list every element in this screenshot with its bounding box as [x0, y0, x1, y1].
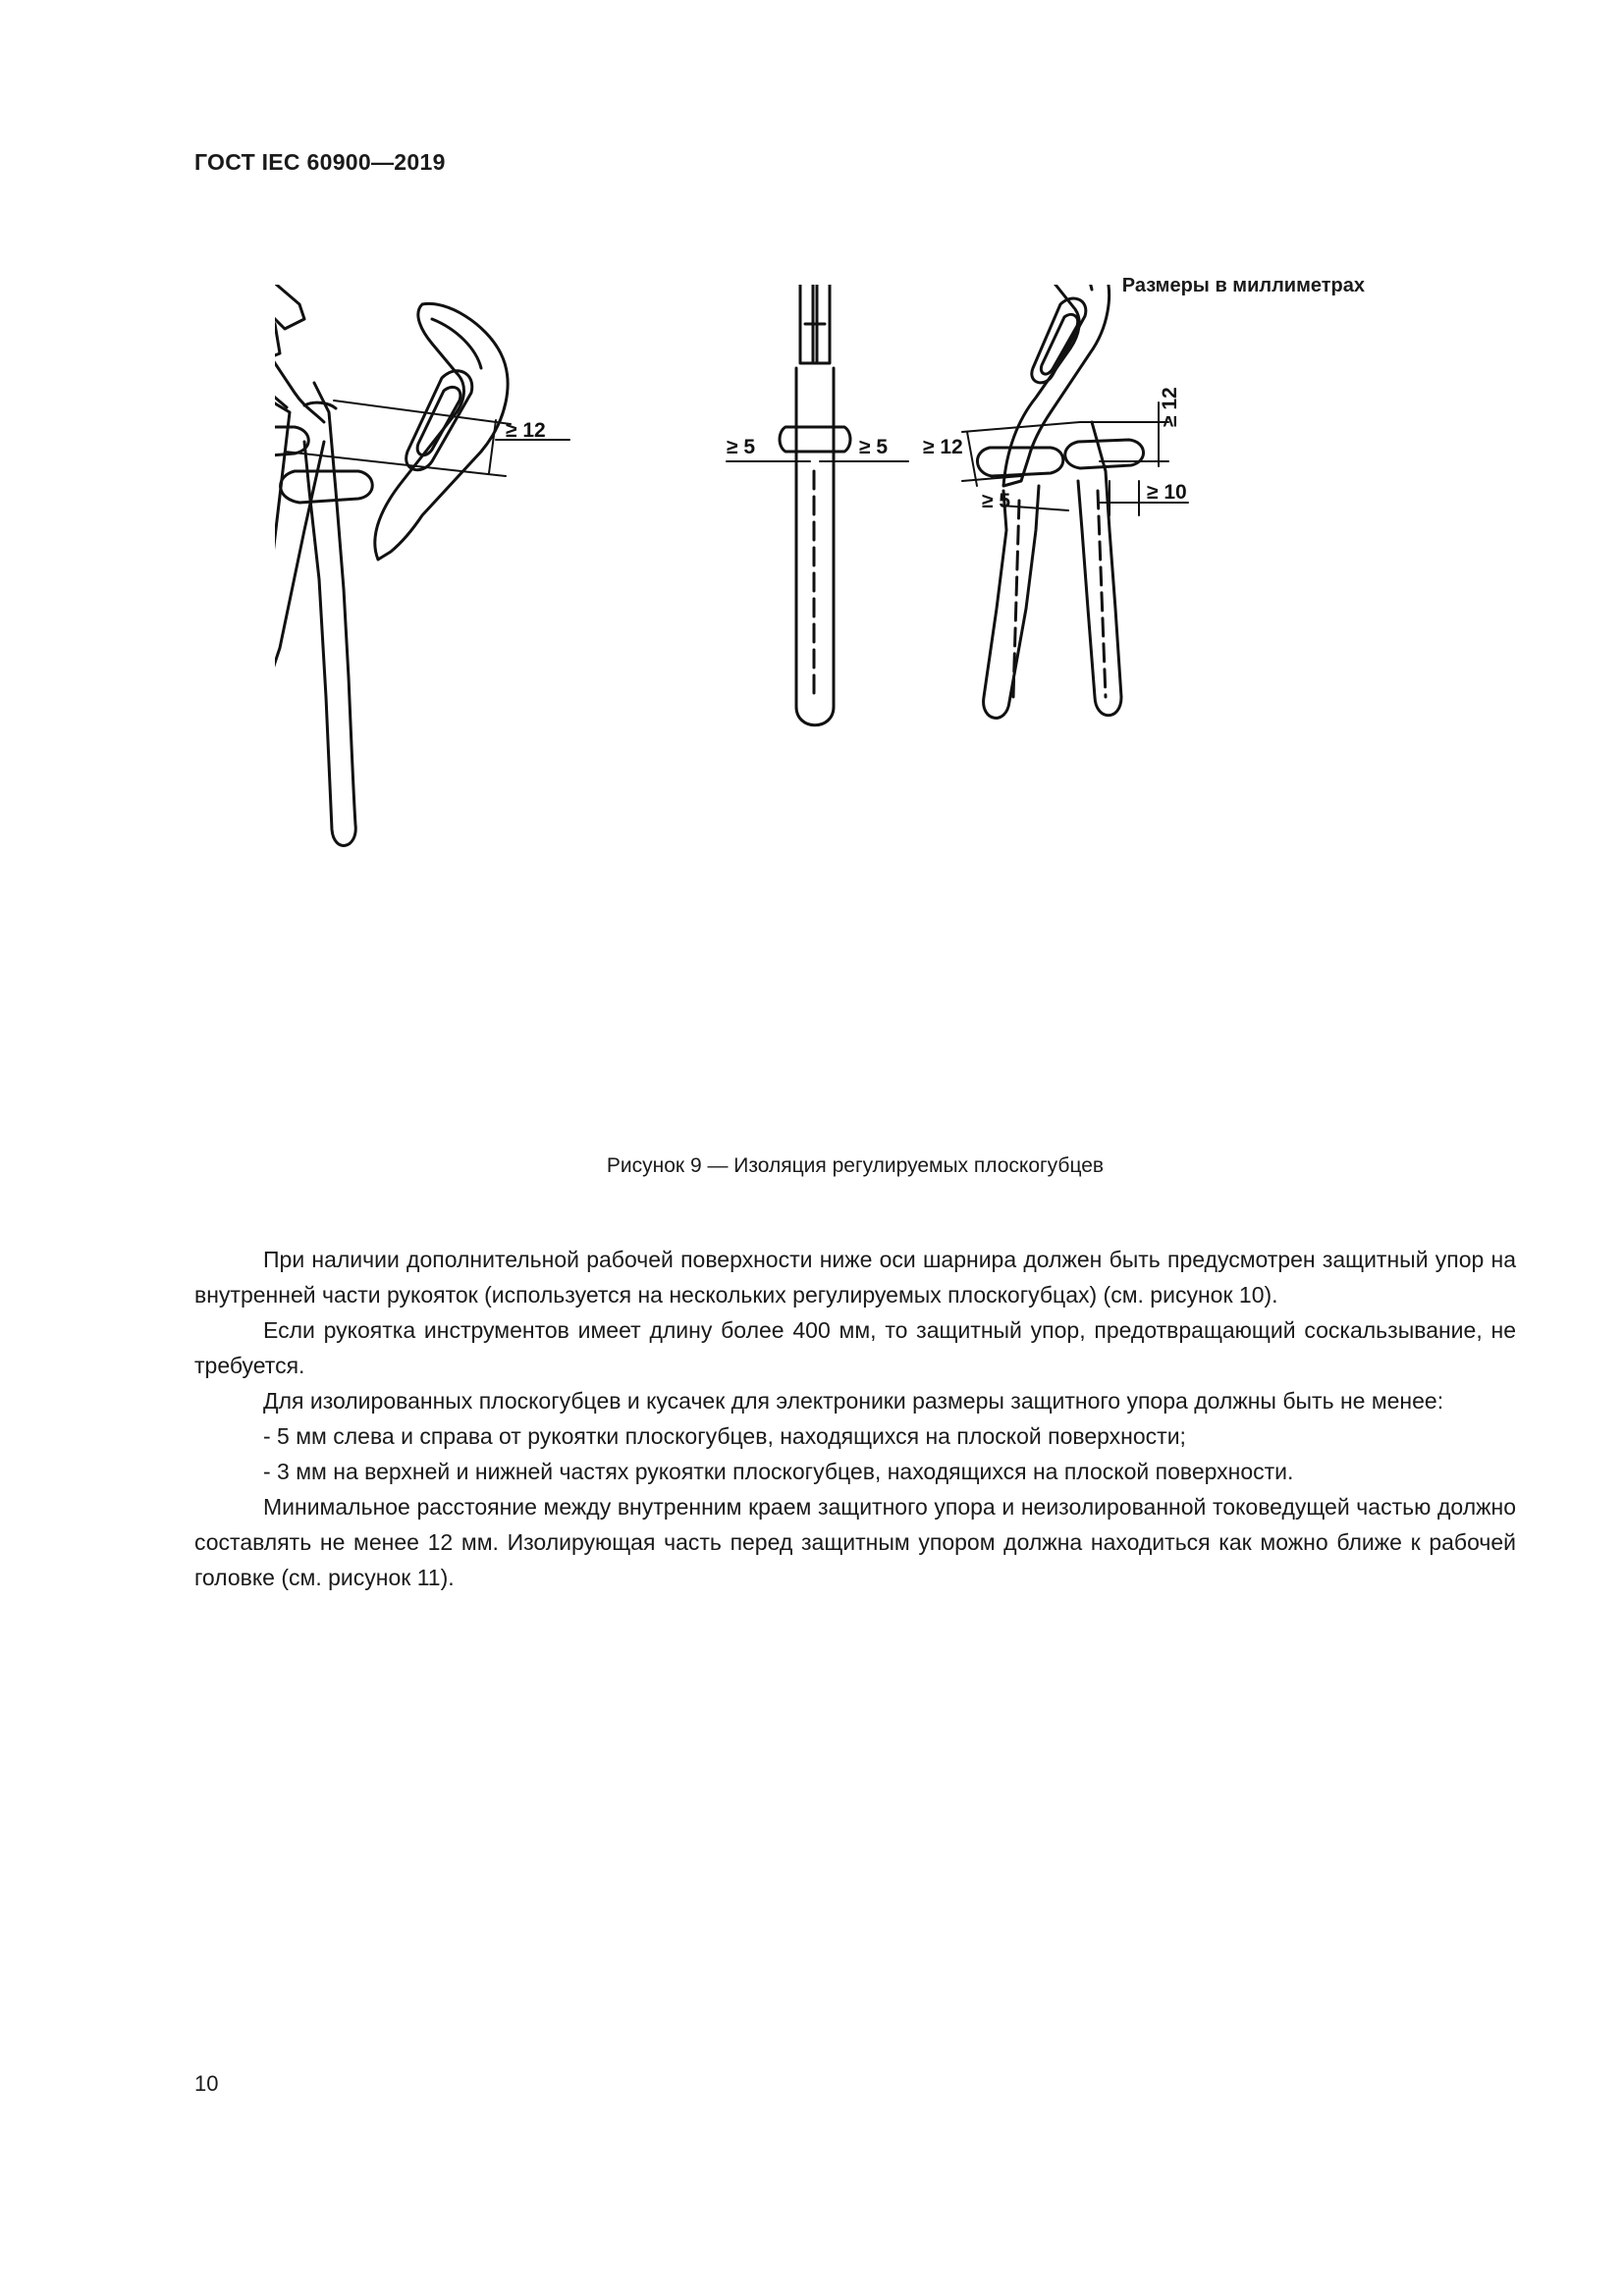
dim-mid-ge5-right: ≥ 5 [859, 436, 889, 458]
figure-pliers-insulation [275, 285, 1375, 1129]
body-text [194, 1242, 1516, 1595]
middle-pliers-drawing [780, 285, 850, 725]
list-item: - 5 мм слева и справа от рукоятки плоскогубцев, находящихся на плоской поверхности; [263, 1423, 1186, 1449]
document-header: ГОСТ IEC 60900—2019 [194, 149, 446, 175]
dim-mid-ge5-left: ≥ 5 [727, 436, 756, 458]
paragraph: Если рукоятка инструментов имеет длину более 400 мм, то защитный упор, предотвращающий соскальзывание, не требуется. [194, 1317, 1516, 1378]
dim-right-ge12-left: ≥ 12 [923, 436, 963, 458]
units-note: Размеры в миллиметрах [1121, 275, 1365, 296]
dim-right-ge10: ≥ 10 [1147, 481, 1187, 504]
left-pliers-drawing [275, 285, 508, 845]
page-number: 10 [194, 2071, 219, 2096]
list-item: - 3 мм на верхней и нижней частях рукоятки плоскогубцев, находящихся на плоской поверхности. [263, 1459, 1294, 1484]
dim-right-ge12-top: ≥ 12 [1159, 387, 1181, 427]
dim-left-ge12: ≥ 12 [506, 419, 546, 442]
paragraph: При наличии дополнительной рабочей поверхности ниже оси шарнира должен быть предусмотрен защитный упор на внутренней части рукояток (используется на нескольких регулируемых плоскогубцах) (см. рисунок 10). [194, 1247, 1516, 1308]
dim-right-ge5: ≥ 5 [982, 490, 1011, 512]
paragraph: Для изолированных плоскогубцев и кусачек для электроники размеры защитного упора должны быть не менее: [263, 1388, 1444, 1414]
figure-caption: Рисунок 9 — Изоляция регулируемых плоскогубцев [606, 1154, 1105, 1177]
paragraph: Минимальное расстояние между внутренним краем защитного упора и неизолированной токоведущей частью должно составлять не менее 12 мм. Изолирующая часть перед защитным упором должна находиться как можно ближе к рабочей головке (см. рисунок 11). [194, 1494, 1516, 1590]
